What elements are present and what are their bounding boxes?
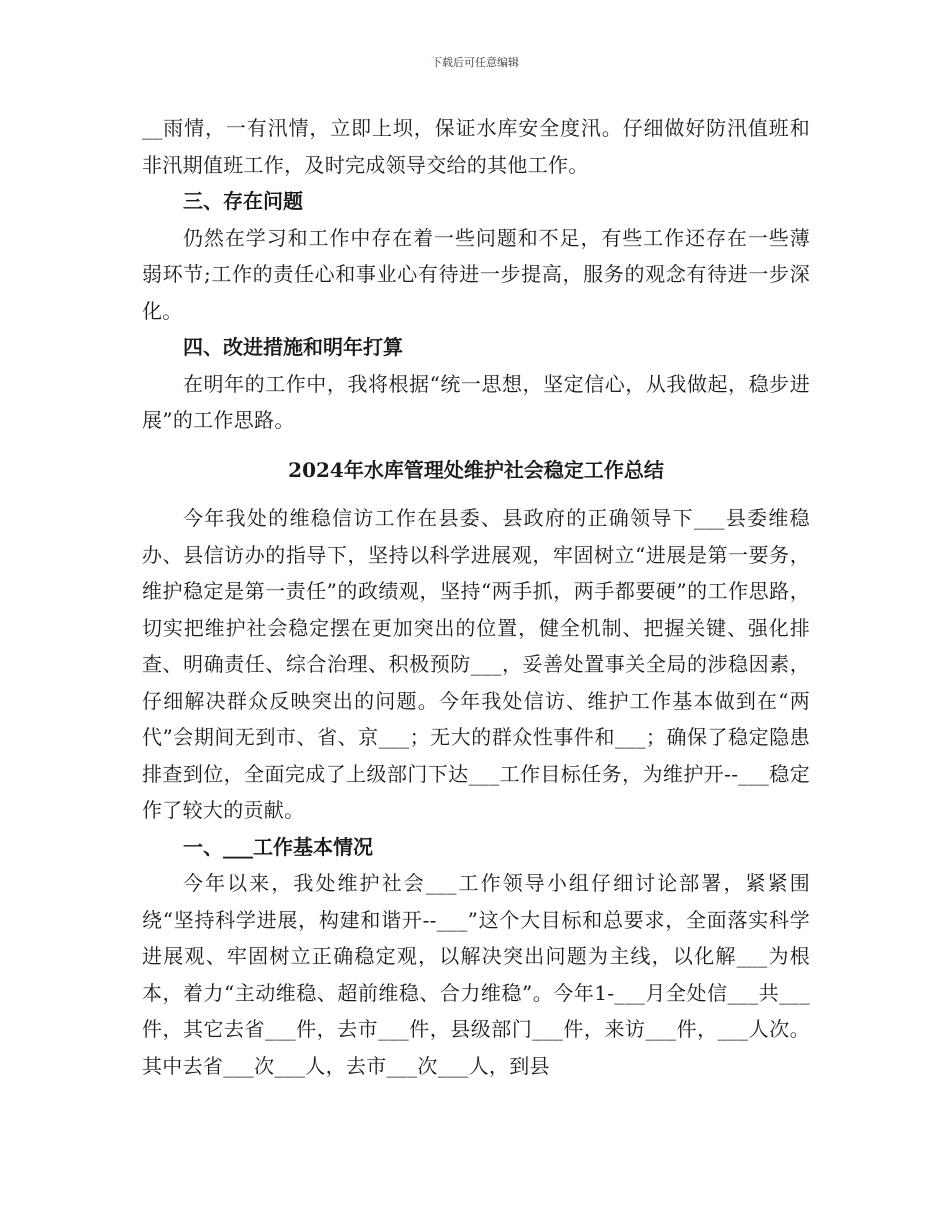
paragraph-basic: 今年以来，我处维护社会___工作领导小组仔细讨论部署，紧紧围绕“坚持科学进展，构建和谐开--___”这个大目标和总要求，全面落实科学进展观、牢固树立正确稳定观，以解决突出问题为主线，以化解___为根本，着力“主动维稳、超前维稳、合力维稳”。今年1-___月全处信___共___件，其它去省___件，去市___件，县级部门___件，来访___件，___人次。其中去省___次___人，去市___次___人，到县 [142,871,810,1078]
document-title: 2024年水库管理处维护社会稳定工作总结 [288,457,664,482]
paragraph-problems: 仍然在学习和工作中存在着一些问题和不足，有些工作还存在一些薄弱环节;工作的责任心和事业心有待进一步提高，服务的观念有待进一步深化。 [142,225,810,323]
document-body [142,110,810,1084]
paragraph-improvements: 在明年的工作中，我将根据“统一思想，坚定信心，从我做起，稳步进展”的工作思路。 [142,371,810,432]
section-heading-improvements: 四、改进措施和明年打算 [183,335,403,359]
section-heading-basic: 一、___工作基本情况 [183,834,373,859]
section-heading-problems: 三、存在问题 [183,189,303,213]
paragraph-intro: 今年我处的维稳信访工作在县委、县政府的正确领导下___县委维稳办、县信访办的指导下，坚持以科学进展观，牢固树立“进展是第一要务，维护稳定是第一责任”的政绩观，坚持“两手抓，两手都要硬”的工作思路，切实把维护社会稳定摆在更加突出的位置，健全机制、把握关键、强化排查、明确责任、综合治理、积极预防___，妥善处置事关全局的涉稳因素，仔细解决群众反映突出的问题。今年我处信访、维护工作基本做到在“两代”会期间无到市、省、京___；无大的群众性事件和___；确保了稳定隐患排查到位，全面完成了上级部门下达___工作目标任务，为维护开--___稳定作了较大的贡献。 [142,506,810,822]
paragraph-continued: __雨情，一有汛情，立即上坝，保证水库安全度汛。仔细做好防汛值班和非汛期值班工作，及时完成领导交给的其他工作。 [142,116,810,177]
page-header: 下载后可任意编辑 [431,56,519,69]
